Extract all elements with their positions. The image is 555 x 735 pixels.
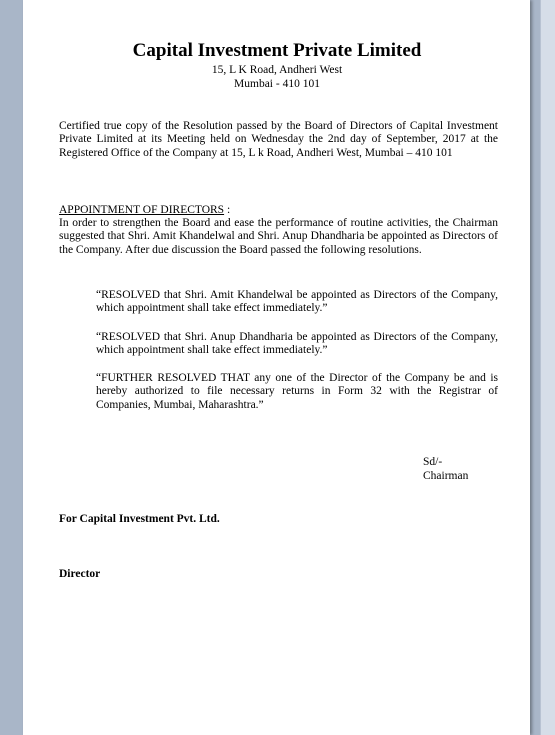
section-body: In order to strengthen the Board and ease the performance of routine activities, the Chairman suggested that Shri. Amit Khandelwal and Shri. Anup Dhandharia be appointed as Directors of the Company. After due discussion the Board passed the following resolutions. [59,217,498,256]
section-heading-text: APPOINTMENT OF DIRECTORS [59,204,225,216]
company-title: Capital Investment Private Limited [132,40,422,61]
vertical-scrollbar[interactable] [540,0,555,735]
resolution-2: “RESOLVED that Shri. Anup Dhandharia be appointed as Directors of the Company, which appointment shall take effect immediately.” [96,331,498,357]
signature-title: Chairman [423,470,469,482]
intro-paragraph: Certified true copy of the Resolution passed by the Board of Directors of Capital Investment Private Limited at its Meeting held on Wednesday the 2nd day of September, 2017 at the Registered Office of the Company at 15, L k Road, Andheri West, Mumbai – 410 101 [59,120,498,159]
document-page [23,0,530,735]
for-company-line: For Capital Investment Pvt. Ltd. [59,513,220,525]
resolution-1: “RESOLVED that Shri. Amit Khandelwal be appointed as Directors of the Company, which appointment shall take effect immediately.” [96,289,498,315]
address-line-1: 15, L K Road, Andheri West [211,64,343,76]
director-line: Director [59,568,101,580]
section-heading-colon: : [224,204,231,216]
address-line-2: Mumbai - 410 101 [234,78,320,90]
section-heading [59,203,230,217]
signature-sd: Sd/- [423,456,443,468]
resolution-3: “FURTHER RESOLVED THAT any one of the Director of the Company be and is hereby authorized to file necessary returns in Form 32 with the Registrar of Companies, Mumbai, Maharashtra.” [96,372,498,411]
